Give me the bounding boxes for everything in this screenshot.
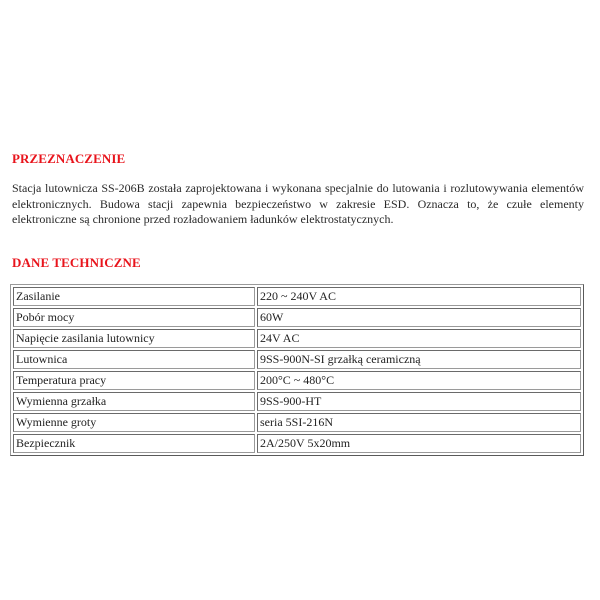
spec-value: 24V AC [257, 329, 581, 348]
spec-label: Napięcie zasilania lutownicy [13, 329, 255, 348]
spec-label: Temperatura pracy [13, 371, 255, 390]
spec-label: Lutownica [13, 350, 255, 369]
table-row [13, 329, 581, 348]
table-row [13, 434, 581, 453]
spec-label: Wymienna grzałka [13, 392, 255, 411]
table-row [13, 413, 581, 432]
spec-value: 60W [257, 308, 581, 327]
purpose-heading: PRZEZNACZENIE [12, 151, 126, 166]
table-row [13, 371, 581, 390]
spec-value: 9SS-900N-SI grzałką ceramiczną [257, 350, 581, 369]
specs-table [10, 284, 584, 456]
table-row [13, 287, 581, 306]
specs-heading: DANE TECHNICZNE [12, 255, 141, 270]
spec-value: 9SS-900-HT [257, 392, 581, 411]
spec-label: Zasilanie [13, 287, 255, 306]
spec-value: seria 5SI-216N [257, 413, 581, 432]
spec-value: 220 ~ 240V AC [257, 287, 581, 306]
spec-value: 2A/250V 5x20mm [257, 434, 581, 453]
table-row [13, 308, 581, 327]
spec-value: 200°C ~ 480°C [257, 371, 581, 390]
purpose-description: Stacja lutownicza SS-206B została zaprojektowana i wykonana specjalnie do lutowania i rozlutowywania elementów elektronicznych. Budowa stacji zapewnia bezpieczeństwo w zakresie ESD. Oznacza to, że czułe elementy elektroniczne są chronione przed rozładowaniem ładunków elektrostatycznych. [12, 181, 584, 226]
spec-label: Wymienne groty [13, 413, 255, 432]
table-row [13, 350, 581, 369]
table-row [13, 392, 581, 411]
spec-label: Pobór mocy [13, 308, 255, 327]
spec-label: Bezpiecznik [13, 434, 255, 453]
